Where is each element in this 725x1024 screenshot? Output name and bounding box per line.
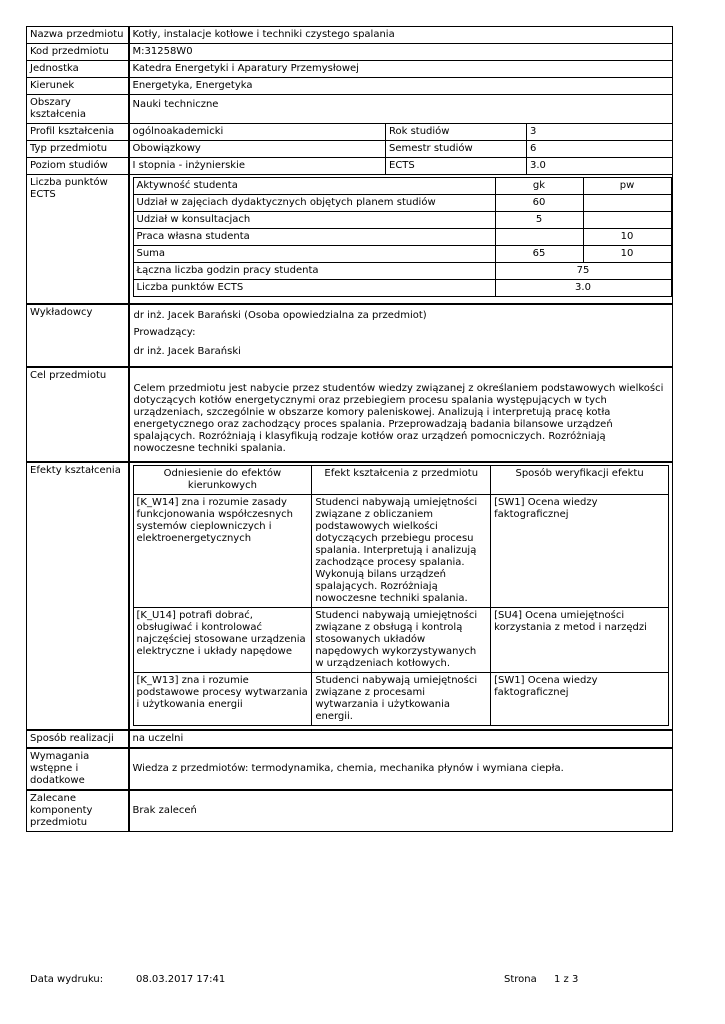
ects-item-name: Udział w zajęciach dydaktycznych objętych planem studiów	[133, 195, 495, 212]
row-kierunek	[27, 78, 673, 95]
efekty-row	[133, 673, 669, 726]
ects-item-pw	[583, 212, 671, 229]
label-wymagania: Wymagania wstępne i dodatkowe	[27, 748, 129, 790]
ects-total-hours-value: 75	[495, 263, 671, 280]
efekty-verify: [SW1] Ocena wiedzy faktograficznej	[491, 673, 669, 726]
print-date-label: Data wydruku:	[30, 974, 104, 985]
efekty-effect: Studenci nabywają umiejętności związane z obsługą i kontrolą stosowanych układów napędowych wykorzystywanych w urządzeniach kotłowych.	[312, 608, 491, 673]
efekty-verify: [SW1] Ocena wiedzy faktograficznej	[491, 495, 669, 608]
ects-item-name: Suma	[133, 246, 495, 263]
row-wymagania	[27, 748, 673, 790]
ects-item-name: Praca własna studenta	[133, 229, 495, 246]
value-kod: M:31258W0	[129, 44, 673, 61]
syllabus-table	[26, 26, 673, 832]
label-obszary: Obszary kształcenia	[27, 95, 129, 124]
efekty-ref: [K_U14] potrafi dobrać, obsługiwać i kontrolować najczęściej stosowane urządzenia elektryczne i układy napędowe	[133, 608, 312, 673]
label-kierunek: Kierunek	[27, 78, 129, 95]
ects-item-pw: 10	[583, 246, 671, 263]
cel-text: Celem przedmiotu jest nabycie przez studentów wiedzy związanej z określaniem podstawowych wielkości dotyczących kotłów energetycznymi oraz przebiegiem procesu spalania występujących w tych urządzeniach, szczególnie w obszarze komory paleniskowej. Analizują i interpretują pracę kotła energetycznego oraz zachodzący proces spalania. Przeprowadzają badania bilansowe urządzeń spalających. Rozróżniają i klasyfikują rodzaje kotłów oraz urządzeń pomocniczych. Rozróżniają nowoczesne techniki spalania.	[133, 383, 664, 454]
efekty-header: Sposób weryfikacji efektu	[491, 466, 669, 495]
value-poziom: I stopnia - inżynierskie	[129, 158, 386, 175]
label-cel: Cel przedmiotu	[27, 367, 129, 462]
ects-table	[133, 177, 672, 297]
label-kod: Kod przedmiotu	[27, 44, 129, 61]
row-ects	[27, 175, 673, 305]
label-jednostka: Jednostka	[27, 61, 129, 78]
ects-row	[133, 195, 671, 212]
row-jednostka	[27, 61, 673, 78]
ects-head-gk: gk	[495, 178, 583, 195]
label-nazwa: Nazwa przedmiotu	[27, 27, 129, 44]
ects-item-gk: 60	[495, 195, 583, 212]
value-profil: ogólnoakademicki	[129, 124, 386, 141]
row-sposob	[27, 730, 673, 748]
value-zalecane: Brak zaleceń	[129, 790, 673, 832]
label-ects-top: ECTS	[386, 158, 527, 175]
ects-row	[133, 229, 671, 246]
label-wykladowcy: Wykładowcy	[27, 304, 129, 367]
efekty-ref: [K_W13] zna i rozumie podstawowe procesy wytwarzania i użytkowania energii	[133, 673, 312, 726]
label-zalecane: Zalecane komponenty przedmiotu	[27, 790, 129, 832]
ects-row	[133, 212, 671, 229]
prowadzacy-label: Prowadzący:	[133, 327, 196, 338]
ects-total-hours-row	[133, 263, 671, 280]
value-jednostka: Katedra Energetyki i Aparatury Przemysłowej	[129, 61, 673, 78]
value-wymagania: Wiedza z przedmiotów: termodynamika, chemia, mechanika płynów i wymiana ciepła.	[129, 748, 673, 790]
ects-item-pw: 10	[583, 229, 671, 246]
row-kod	[27, 44, 673, 61]
efekty-effect: Studenci nabywają umiejętności związane z obliczaniem podstawowych wielkości dotyczących przebiegu procesu spalania. Interpretują i analizują zachodzące procesy spalania. Wykonują bilans urządzeń spalających. Rozróżniają nowoczesne techniki spalania.	[312, 495, 491, 608]
value-semestr: 6	[527, 141, 673, 158]
page-number: 1 z 3	[554, 974, 579, 985]
value-kierunek: Energetyka, Energetyka	[129, 78, 673, 95]
ects-total-hours-label: Łączna liczba godzin pracy studenta	[133, 263, 495, 280]
ects-item-gk	[495, 229, 583, 246]
label-typ: Typ przedmiotu	[27, 141, 129, 158]
row-poziom	[27, 158, 673, 175]
label-semestr: Semestr studiów	[386, 141, 527, 158]
row-efekty	[27, 462, 673, 730]
efekty-verify: [SU4] Ocena umiejętności korzystania z metod i narzędzi	[491, 608, 669, 673]
value-typ: Obowiązkowy	[129, 141, 386, 158]
row-nazwa	[27, 27, 673, 44]
value-rok: 3	[527, 124, 673, 141]
row-obszary	[27, 95, 673, 124]
efekty-row	[133, 608, 669, 673]
ects-head-pw: pw	[583, 178, 671, 195]
label-ects: Liczba punktów ECTS	[27, 175, 129, 305]
row-zalecane	[27, 790, 673, 832]
value-sposob: na uczelni	[129, 730, 673, 748]
ects-item-name: Udział w konsultacjach	[133, 212, 495, 229]
efekty-header-row	[133, 466, 669, 495]
efekty-row	[133, 495, 669, 608]
efekty-ref: [K_W14] zna i rozumie zasady funkcjonowania współczesnych systemów cieplowniczych i elektroenergetycznych	[133, 495, 312, 608]
label-rok: Rok studiów	[386, 124, 527, 141]
ects-item-gk: 5	[495, 212, 583, 229]
value-ects-top: 3.0	[527, 158, 673, 175]
label-profil: Profil kształcenia	[27, 124, 129, 141]
row-wykladowcy	[27, 304, 673, 367]
row-cel	[27, 367, 673, 462]
label-efekty: Efekty kształcenia	[27, 462, 129, 730]
row-profil	[27, 124, 673, 141]
wykladowca-line: dr inż. Jacek Barański (Osoba opowiedzialna za przedmiot)	[133, 310, 427, 321]
ects-points-label: Liczba punktów ECTS	[133, 280, 495, 297]
ects-item-gk: 65	[495, 246, 583, 263]
prowadzacy-name: dr inż. Jacek Barański	[133, 346, 241, 357]
syllabus-sheet	[26, 26, 672, 832]
efekty-header: Efekt kształcenia z przedmiotu	[312, 466, 491, 495]
print-date-value: 08.03.2017 17:41	[136, 974, 226, 985]
value-obszary: Nauki techniczne	[129, 95, 673, 124]
ects-item-pw	[583, 195, 671, 212]
ects-points-value: 3.0	[495, 280, 671, 297]
value-nazwa: Kotły, instalacje kotłowe i techniki czystego spalania	[129, 27, 673, 44]
ects-row	[133, 246, 671, 263]
label-poziom: Poziom studiów	[27, 158, 129, 175]
page-label: Strona	[504, 974, 537, 985]
ects-head-name: Aktywność studenta	[133, 178, 495, 195]
row-typ	[27, 141, 673, 158]
ects-points-row	[133, 280, 671, 297]
label-sposob: Sposób realizacji	[27, 730, 129, 748]
efekty-table	[133, 465, 670, 726]
efekty-header: Odniesienie do efektów kierunkowych	[133, 466, 312, 495]
ects-header-row	[133, 178, 671, 195]
efekty-effect: Studenci nabywają umiejętności związane z procesami wytwarzania i użytkowania energii.	[312, 673, 491, 726]
